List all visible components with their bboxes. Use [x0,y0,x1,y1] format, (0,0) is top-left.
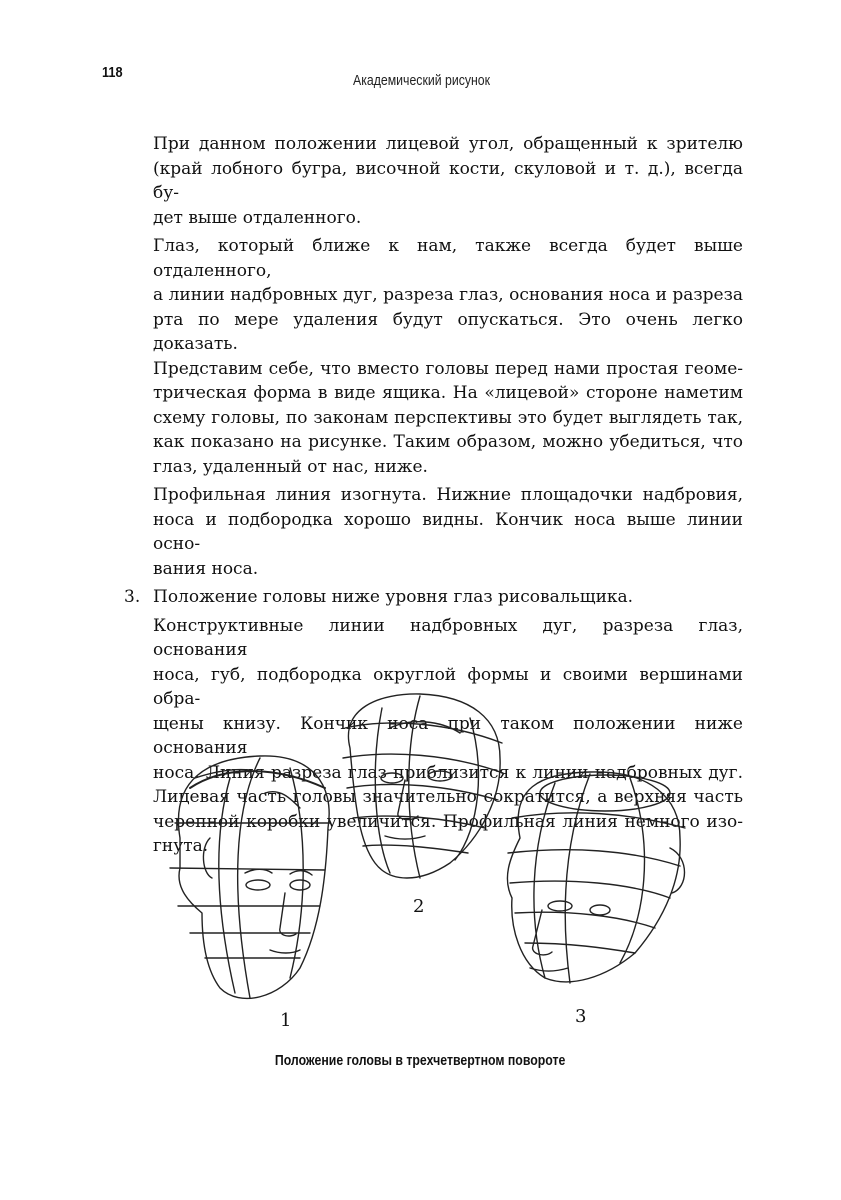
text-line: гнута. [153,836,209,856]
head-drawing-2 [343,694,503,878]
list-item-number: 3. [124,587,141,607]
text-line: вания носа. [153,558,259,579]
paragraph-1 [153,132,743,230]
running-title: Академический рисунок [353,72,491,89]
head-drawing-3 [507,772,685,983]
text-line: черепной коробки увеличится. Профильная линия немного изо- [153,811,743,832]
text-line: (край лобного бугра, височной кости, скуловой и т. д.), всегда бу- [153,158,743,203]
figure-caption-text: Положение головы в трехчетвертном повороте [275,1052,566,1069]
head-drawing-1 [170,756,330,999]
list-item-3 [124,585,743,610]
text-line: а линии надбровных дуг, разреза глаз, основания носа и разреза [153,285,743,305]
text-line: щены книзу. Кончик носа при таком положении ниже основания [153,713,743,758]
text-line: Лицевая часть головы значительно сократится, а верхняя часть [153,787,743,807]
text-line: Профильная линия изогнута. Нижние площадочки надбровия, [153,485,743,505]
text-line: Глаз, который ближе к нам, также всегда будет выше отдаленного, [153,236,743,281]
page-number: 118 [102,64,123,81]
list-item-title: Положение головы ниже уровня глаз рисовальщика. [153,587,634,607]
figure-label-3: 3 [575,1006,587,1027]
text-line: При данном положении лицевой угол, обращенный к зрителю [153,134,743,154]
text-line: носа и подбородка хорошо видны. Кончик носа выше линии осно- [153,509,743,554]
text-line: глаз, удаленный от нас, ниже. [153,456,428,477]
text-line: как показано на рисунке. Таким образом, можно убедиться, что [153,432,743,452]
text-line: схему головы, по законам перспективы это будет выглядеть так, [153,407,743,428]
text-line: рта по мере удаления будут опускаться. Это очень легко доказать. [153,309,743,354]
text-line: Конструктивные линии надбровных дуг, разреза глаз, основания [153,615,743,660]
paragraph-2 [153,234,743,479]
text-line: носа, губ, подбородка округлой формы и своими вершинами обра- [153,664,743,709]
figure-label-1: 1 [280,1010,292,1031]
head-drawings-figure [150,688,710,1033]
paragraph-3 [153,483,743,581]
text-line: трическая форма в виде ящика. На «лицевой» стороне наметим [153,383,743,403]
text-line: Представим себе, что вместо головы перед нами простая геоме- [153,358,743,379]
text-line: дет выше отдаленного. [153,207,362,228]
figure-caption [0,1052,841,1069]
figure-label-2: 2 [413,896,425,917]
text-line: носа. Линия разреза глаз приблизится к линии надбровных дуг. [153,762,743,783]
